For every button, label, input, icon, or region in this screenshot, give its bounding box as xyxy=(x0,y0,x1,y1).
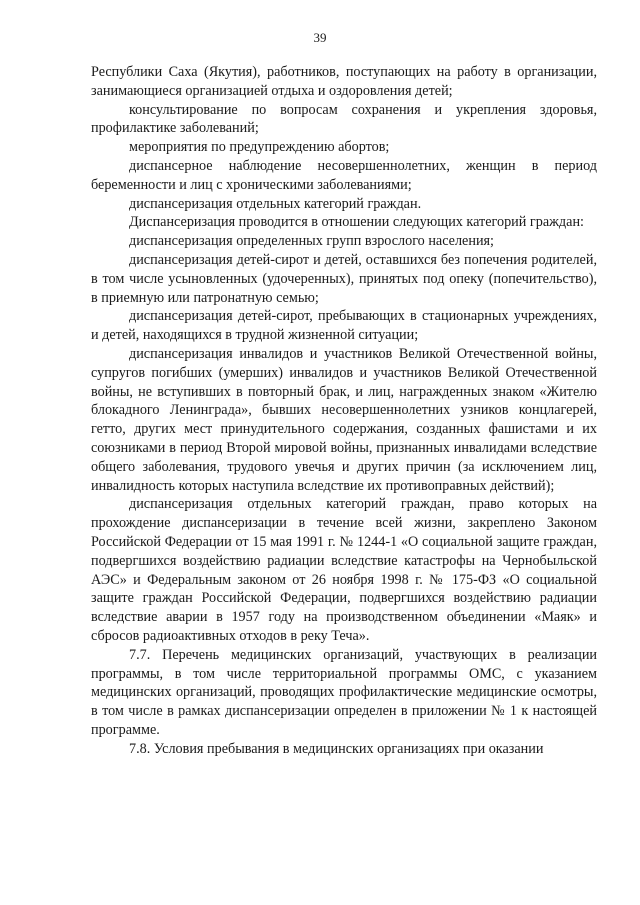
paragraph: Республики Саха (Якутия), работников, поступающих на работу в организации, занимающиеся организацией отдыха и оздоровления детей; xyxy=(91,64,597,99)
paragraph: мероприятия по предупреждению абортов; xyxy=(129,139,390,156)
paragraph: диспансеризация отдельных категорий граждан, право которых на прохождение диспансеризации в течение всей жизни, закреплено Законом Российской Федерации от 15 мая 1991 г. № 1244-1 «О социальной защите граждан, подвергшихся воздействию радиации вследствие катастрофы на Чернобыльской АЭС» и Федеральным законом от 26 ноября 1998 г. № 175-ФЗ «О социальной защите граждан Российской Федерации, подвергшихся воздействию радиации вследствие аварии в 1957 году на производственном объединении «Маяк» и сбросов радиоактивных отходов в реку Теча». xyxy=(91,496,597,644)
paragraph: диспансеризация инвалидов и участников Великой Отечественной войны, супругов погибших (умерших) инвалидов и участников Великой Отечественной войны, не вступивших в повторный брак, и лиц, награжденных знаком «Жителю блокадного Ленинграда», бывших несовершеннолетних узников концлагерей, гетто, других мест принудительного содержания, созданных фашистами и их союзниками в период Второй мировой войны, признанных инвалидами вследствие общего заболевания, трудового увечья и других причин (за исключением лиц, инвалидность которых наступила вследствие их противоправных действий); xyxy=(91,345,597,494)
paragraph: диспансеризация отдельных категорий граждан. xyxy=(129,195,422,212)
paragraph: диспансерное наблюдение несовершеннолетних, женщин в период беременности и лиц с хроническими заболеваниями; xyxy=(91,157,597,193)
paragraph: Диспансеризация проводится в отношении следующих категорий граждан: xyxy=(129,214,584,231)
paragraph: 7.8. Условия пребывания в медицинских организациях при оказании xyxy=(129,740,544,757)
document-body xyxy=(91,63,597,758)
paragraph: диспансеризация детей-сирот и детей, оставшихся без попечения родителей, в том числе усыновленных (удочеренных), принятых под опеку (попечительство), в приемную или патронатную семью; xyxy=(91,251,597,306)
paragraph: диспансеризация детей-сирот, пребывающих в стационарных учреждениях, и детей, находящихся в трудной жизненной ситуации; xyxy=(91,308,597,344)
paragraph: диспансеризация определенных групп взрослого населения; xyxy=(129,233,495,250)
page-number: 39 xyxy=(313,30,327,45)
paragraph: 7.7. Перечень медицинских организаций, участвующих в реализации программы, в том числе территориальной программы ОМС, с указанием медицинских организаций, проводящих профилактические медицинские осмотры, в том числе в рамках диспансеризации определен в приложении № 1 к настоящей программе. xyxy=(91,646,597,738)
paragraph: консультирование по вопросам сохранения и укрепления здоровья, профилактике заболеваний; xyxy=(91,101,597,137)
